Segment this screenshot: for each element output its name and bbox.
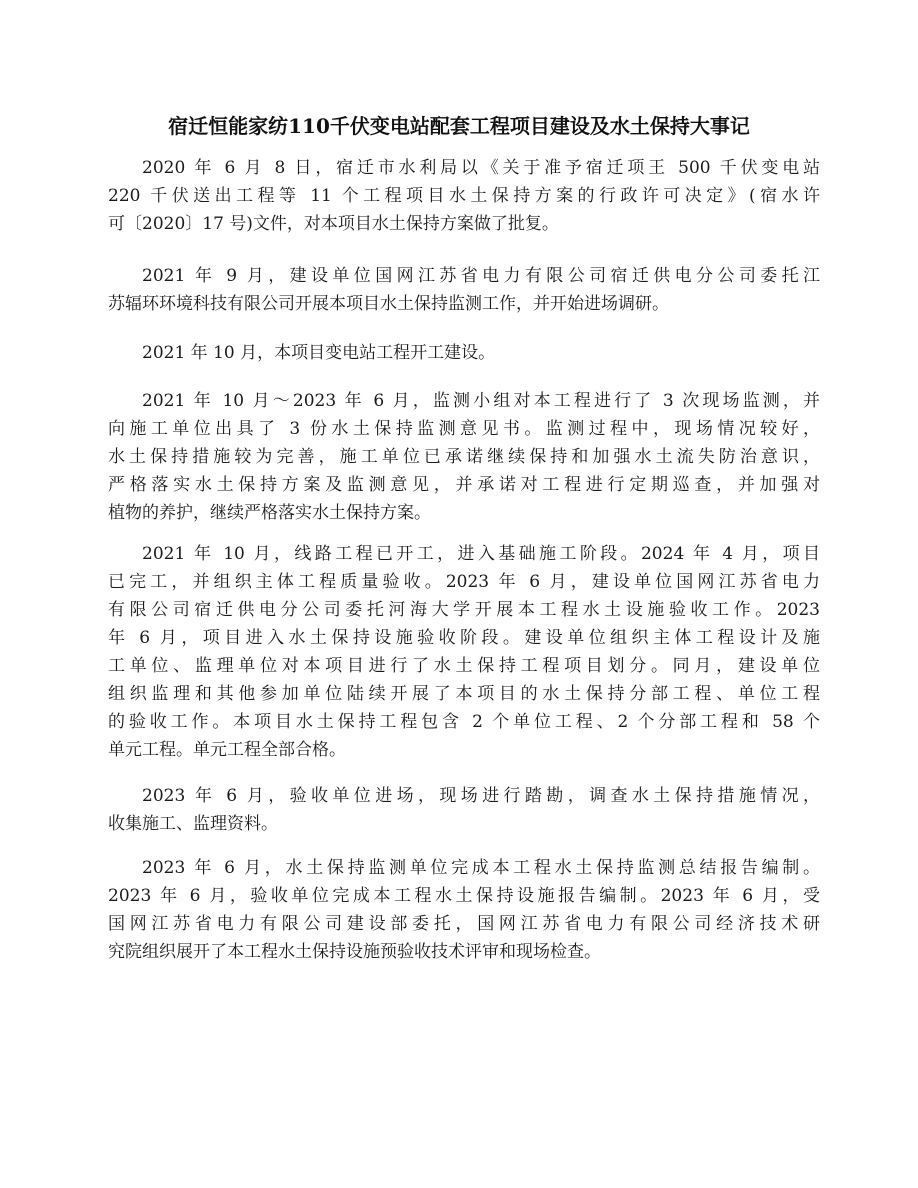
paragraph-line: 组织监理和其他参加单位陆续开展了本项目的水土保持分部工程、单位工程 [108, 684, 820, 704]
paragraph-acceptance-process [108, 540, 820, 764]
paragraph-construction-start [108, 339, 820, 367]
paragraph-monitoring-visits [108, 387, 820, 527]
paragraph-line: 年 6 月，项目进入水土保持设施验收阶段。建设单位组织主体工程设计及施 [108, 628, 820, 648]
paragraph-line: 水土保持措施较为完善，施工单位已承诺继续保持和加强水土流失防治意识， [108, 447, 820, 467]
paragraph-line: 单元工程。单元工程全部合格。 [108, 740, 346, 760]
paragraph-line: 植物的养护，继续严格落实水土保持方案。 [108, 503, 431, 523]
paragraph-line: 2023 年 6 月，验收单位完成本工程水土保持设施报告编制。2023 年 6 月，受 [108, 886, 820, 906]
paragraph-reports-and-review [108, 854, 820, 966]
paragraph-approval [108, 154, 820, 238]
paragraph-line: 2023 年 6 月，验收单位进场，现场进行踏勘，调查水土保持措施情况， [142, 786, 820, 806]
paragraph-line: 2021 年 10 月～2023 年 6 月，监测小组对本工程进行了 3 次现场监测，并 [142, 391, 820, 411]
paragraph-line: 严格落实水土保持方案及监测意见，并承诺对工程进行定期巡查，并加强对 [108, 475, 820, 495]
paragraph-line: 有限公司宿迁供电分公司委托河海大学开展本工程水土设施验收工作。2023 [108, 600, 820, 620]
paragraph-line: 220 千伏送出工程等 11 个工程项目水土保持方案的行政许可决定》(宿水许 [108, 186, 820, 206]
paragraph-line: 2020 年 6 月 8 日，宿迁市水利局以《关于准予宿迁项王 500 千伏变电站 [142, 158, 820, 178]
paragraph-line: 国网江苏省电力有限公司建设部委托，国网江苏省电力有限公司经济技术研 [108, 914, 820, 934]
paragraph-line: 2021 年 9 月，建设单位国网江苏省电力有限公司宿迁供电分公司委托江 [142, 266, 820, 286]
paragraph-line: 的验收工作。本项目水土保持工程包含 2 个单位工程、2 个分部工程和 58 个 [108, 712, 820, 732]
paragraph-line: 2021 年 10 月，本项目变电站工程开工建设。 [142, 343, 496, 363]
paragraph-line: 2021 年 10 月，线路工程已开工，进入基础施工阶段。2024 年 4 月，项目 [142, 544, 820, 564]
document-title: 宿迁恒能家纺110千伏变电站配套工程项目建设及水土保持大事记 [168, 114, 750, 138]
paragraph-line: 收集施工、监理资料。 [108, 814, 278, 834]
paragraph-line: 2023 年 6 月，水土保持监测单位完成本工程水土保持监测总结报告编制。 [142, 858, 820, 878]
paragraph-line: 工单位、监理单位对本项目进行了水土保持工程项目划分。同月，建设单位 [108, 656, 820, 676]
paragraph-line: 向施工单位出具了 3 份水土保持监测意见书。监测过程中，现场情况较好， [108, 419, 820, 439]
paragraph-line: 苏辐环环境科技有限公司开展本项目水土保持监测工作，并开始进场调研。 [108, 294, 669, 314]
paragraph-monitoring-commission [108, 262, 820, 318]
paragraph-line: 可〔2020〕17 号)文件，对本项目水土保持方案做了批复。 [108, 214, 559, 234]
paragraph-line: 已完工，并组织主体工程质量验收。2023 年 6 月，建设单位国网江苏省电力 [108, 572, 820, 592]
paragraph-site-survey [108, 782, 820, 838]
paragraph-line: 究院组织展开了本工程水土保持设施预验收技术评审和现场检查。 [108, 942, 601, 962]
